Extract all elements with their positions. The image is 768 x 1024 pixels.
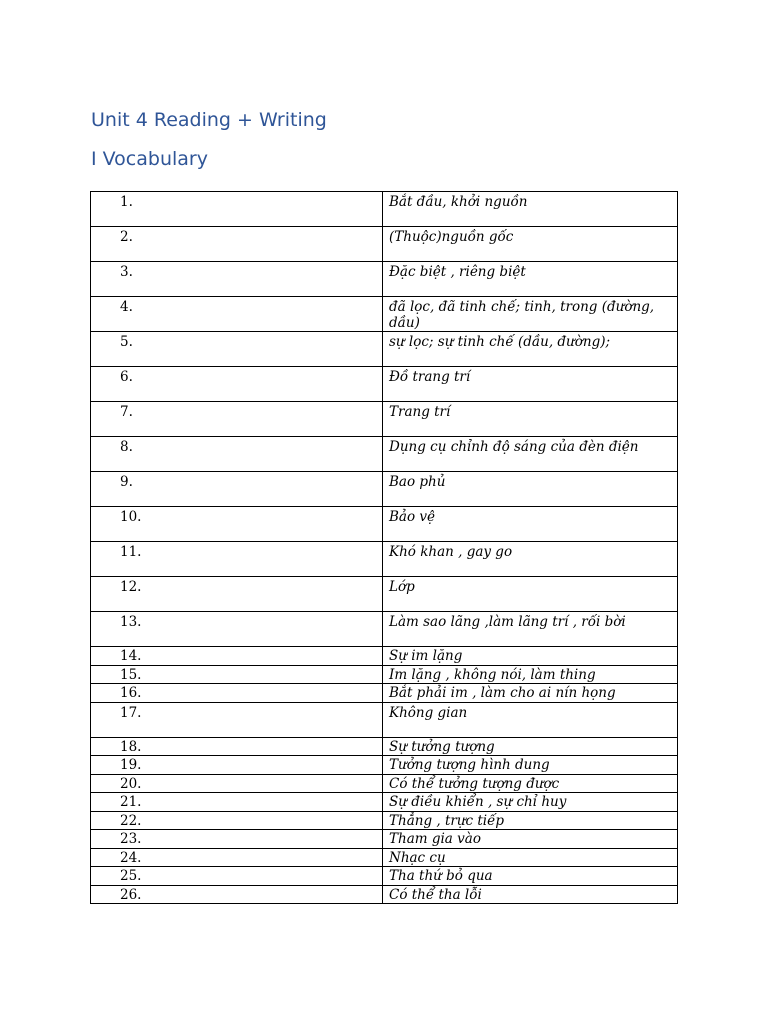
vocab-meaning-cell: Tưởng tượng hình dung <box>383 756 678 775</box>
vocab-meaning-cell: Tham gia vào <box>383 830 678 849</box>
vocab-meaning-cell: Làm sao lãng ,làm lãng trí , rối bời <box>383 612 678 647</box>
vocab-meaning-cell: Bao phủ <box>383 472 678 507</box>
vocab-meaning-cell: Trang trí <box>383 402 678 437</box>
vocab-row <box>91 737 678 756</box>
vocab-number-cell: 6. <box>91 367 383 402</box>
vocab-number-cell: 23. <box>91 830 383 849</box>
vocab-number-cell: 13. <box>91 612 383 647</box>
vocab-number-cell: 20. <box>91 774 383 793</box>
vocab-number-cell: 4. <box>91 297 383 332</box>
vocab-meaning-cell: Im lặng , không nói, làm thing <box>383 665 678 684</box>
vocab-row <box>91 192 678 227</box>
vocab-row <box>91 774 678 793</box>
vocab-number-cell: 11. <box>91 542 383 577</box>
vocab-meaning-cell: Đồ trang trí <box>383 367 678 402</box>
vocab-meaning-cell: đã lọc, đã tinh chế; tinh, trong (đường, dầu) <box>383 297 678 332</box>
vocab-number-cell: 10. <box>91 507 383 542</box>
vocab-row <box>91 542 678 577</box>
vocab-number-cell: 25. <box>91 867 383 886</box>
vocab-number-cell: 2. <box>91 227 383 262</box>
vocab-number-cell: 1. <box>91 192 383 227</box>
vocabulary-table <box>90 191 678 904</box>
vocab-row <box>91 756 678 775</box>
vocab-row <box>91 577 678 612</box>
vocab-number-cell: 12. <box>91 577 383 612</box>
vocab-number-cell: 22. <box>91 811 383 830</box>
vocab-meaning-cell: Nhạc cụ <box>383 848 678 867</box>
vocab-meaning-cell: Không gian <box>383 702 678 737</box>
vocab-meaning-cell: Bắt đầu, khởi nguồn <box>383 192 678 227</box>
vocab-row <box>91 885 678 904</box>
vocab-row <box>91 332 678 367</box>
vocab-row <box>91 472 678 507</box>
vocab-meaning-cell: Thẳng , trực tiếp <box>383 811 678 830</box>
vocab-row <box>91 665 678 684</box>
vocab-meaning-cell: Khó khan , gay go <box>383 542 678 577</box>
vocab-row <box>91 437 678 472</box>
vocab-meaning-cell: Có thể tưởng tượng được <box>383 774 678 793</box>
vocab-number-cell: 15. <box>91 665 383 684</box>
vocab-row <box>91 507 678 542</box>
vocab-number-cell: 21. <box>91 793 383 812</box>
vocab-number-cell: 5. <box>91 332 383 367</box>
vocab-number-cell: 14. <box>91 647 383 666</box>
vocab-number-cell: 16. <box>91 684 383 703</box>
vocab-number-cell: 3. <box>91 262 383 297</box>
document-title: Unit 4 Reading + Writing <box>91 109 327 131</box>
vocab-row <box>91 702 678 737</box>
vocab-number-cell: 26. <box>91 885 383 904</box>
vocab-row <box>91 793 678 812</box>
vocab-meaning-cell: Tha thứ bỏ qua <box>383 867 678 886</box>
vocab-meaning-cell: Bảo vệ <box>383 507 678 542</box>
vocab-row <box>91 297 678 332</box>
vocab-number-cell: 17. <box>91 702 383 737</box>
section-heading: I Vocabulary <box>91 148 208 170</box>
vocab-meaning-cell: sự lọc; sự tinh chế (dầu, đường); <box>383 332 678 367</box>
vocab-row <box>91 811 678 830</box>
vocab-meaning-cell: Sự tưởng tượng <box>383 737 678 756</box>
vocab-number-cell: 8. <box>91 437 383 472</box>
vocab-meaning-cell: Dụng cụ chỉnh độ sáng của đèn điện <box>383 437 678 472</box>
vocab-row <box>91 612 678 647</box>
vocab-row <box>91 848 678 867</box>
vocab-number-cell: 24. <box>91 848 383 867</box>
vocab-number-cell: 19. <box>91 756 383 775</box>
vocab-meaning-cell: Đặc biệt , riêng biệt <box>383 262 678 297</box>
vocab-meaning-cell: Bắt phải im , làm cho ai nín họng <box>383 684 678 703</box>
vocab-row <box>91 647 678 666</box>
vocab-row <box>91 830 678 849</box>
vocab-number-cell: 18. <box>91 737 383 756</box>
vocab-meaning-cell: Sự điều khiển , sự chỉ huy <box>383 793 678 812</box>
vocab-meaning-cell: Sự im lặng <box>383 647 678 666</box>
vocab-meaning-cell: (Thuộc)nguồn gốc <box>383 227 678 262</box>
vocab-row <box>91 684 678 703</box>
vocabulary-table-body <box>91 192 678 904</box>
vocab-row <box>91 402 678 437</box>
vocab-row <box>91 367 678 402</box>
vocab-row <box>91 867 678 886</box>
vocab-meaning-cell: Có thể tha lỗi <box>383 885 678 904</box>
vocab-row <box>91 262 678 297</box>
vocab-row <box>91 227 678 262</box>
vocab-meaning-cell: Lớp <box>383 577 678 612</box>
vocab-number-cell: 9. <box>91 472 383 507</box>
vocab-number-cell: 7. <box>91 402 383 437</box>
